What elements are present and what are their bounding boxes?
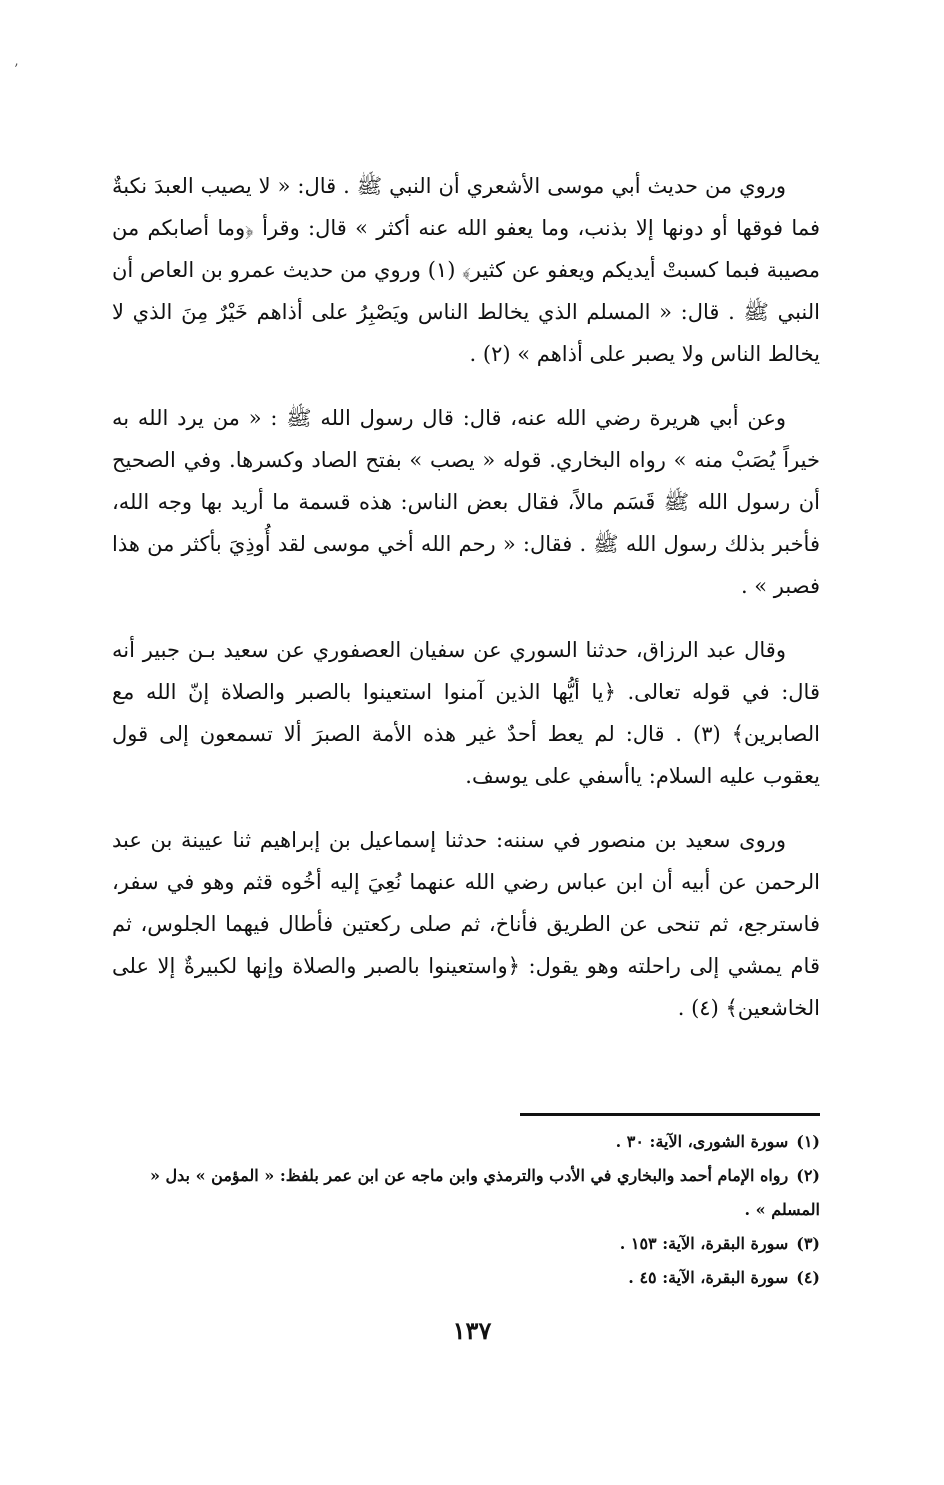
footnote-text: سورة البقرة، الآية: ٤٥ . [628, 1268, 789, 1287]
main-text [112, 165, 820, 1051]
footnote-number: (٤) [796, 1268, 820, 1287]
footnote-1 [112, 1125, 820, 1159]
footnote-number: (٣) [796, 1234, 820, 1253]
footnote-divider [520, 1113, 820, 1116]
footnote-text: سورة الشورى، الآية: ٣٠ . [615, 1132, 789, 1151]
paragraph-1: وروي من حديث أبي موسى الأشعري أن النبي ﷺ . قال: « لا يصيب العبدَ نكبةٌ فما فوقها أو دونها إلا بذنب، وما يعفو الله عنه أكثر » قال: وقرأ ﴿وما أصابكم من مصيبة فبما كسبتْ أيديكم ويعفو عن كثير﴾ (١) وروي من حديث عمرو بن العاص أن النبي ﷺ . قال: « المسلم الذي يخالط الناس ويَصْبِرُ على أذاهم خَيْرٌ مِنَ الذي لا يخالط الناس ولا يصبر على أذاهم » (٢) . [112, 174, 820, 366]
margin-mark: ’ [14, 62, 19, 78]
footnote-3 [112, 1227, 820, 1261]
footnote-4 [112, 1261, 820, 1295]
footnote-text: رواه الإمام أحمد والبخاري في الأدب والترمذي وابن ماجه عن ابن عمر بلفظ: « المؤمن » بدل « المسلم » . [149, 1166, 820, 1219]
footnote-2 [112, 1159, 820, 1227]
paragraph-2: وعن أبي هريرة رضي الله عنه، قال: قال رسول الله ﷺ : « من يرد الله به خيراً يُصَبْ منه » رواه البخاري. قوله « يصب » بفتح الصاد وكسرها. وفي الصحيح أن رسول الله ﷺ قَسَم مالاً، فقال بعض الناس: هذه قسمة ما أريد بها وجه الله، فأخبر بذلك رسول الله ﷺ . فقال: « رحم الله أخي موسى لقد أُوذِيَ بأكثر من هذا فصبر » . [112, 406, 820, 598]
footnote-text: سورة البقرة، الآية: ١٥٣ . [619, 1234, 789, 1253]
footnote-number: (٢) [796, 1166, 820, 1185]
page-number: ١٣٧ [452, 1316, 492, 1345]
paragraph-3: وقال عبد الرزاق، حدثنا السوري عن سفيان العصفوري عن سعيد بـن جبير أنه قال: في قوله تعالى. ﴿يا أيُّها الذين آمنوا استعينوا بالصبر والصلاة إنّ الله مع الصابرين﴾ (٣) . قال: لم يعط أحدٌ غير هذه الأمة الصبرَ ألا تسمعون إلى قول يعقوب عليه السلام: ياأسفي على يوسف. [112, 638, 821, 788]
footnote-number: (١) [796, 1132, 820, 1151]
paragraph-4: وروى سعيد بن منصور في سننه: حدثنا إسماعيل بن إبراهيم ثنا عيينة بن عبد الرحمن عن أبيه أن ابن عباس رضي الله عنهما نُعِيَ إليه أخُوه قثم وهو في سفر، فاسترجع، ثم تنحى عن الطريق فأناخ، ثم صلى ركعتين فأطال فيهما الجلوس، ثم قام يمشي إلى راحلته وهو يقول: ﴿واستعينوا بالصبر والصلاة وإنها لكبيرةٌ إلا على الخاشعين﴾ (٤) . [112, 828, 820, 1020]
footnotes [112, 1125, 820, 1295]
